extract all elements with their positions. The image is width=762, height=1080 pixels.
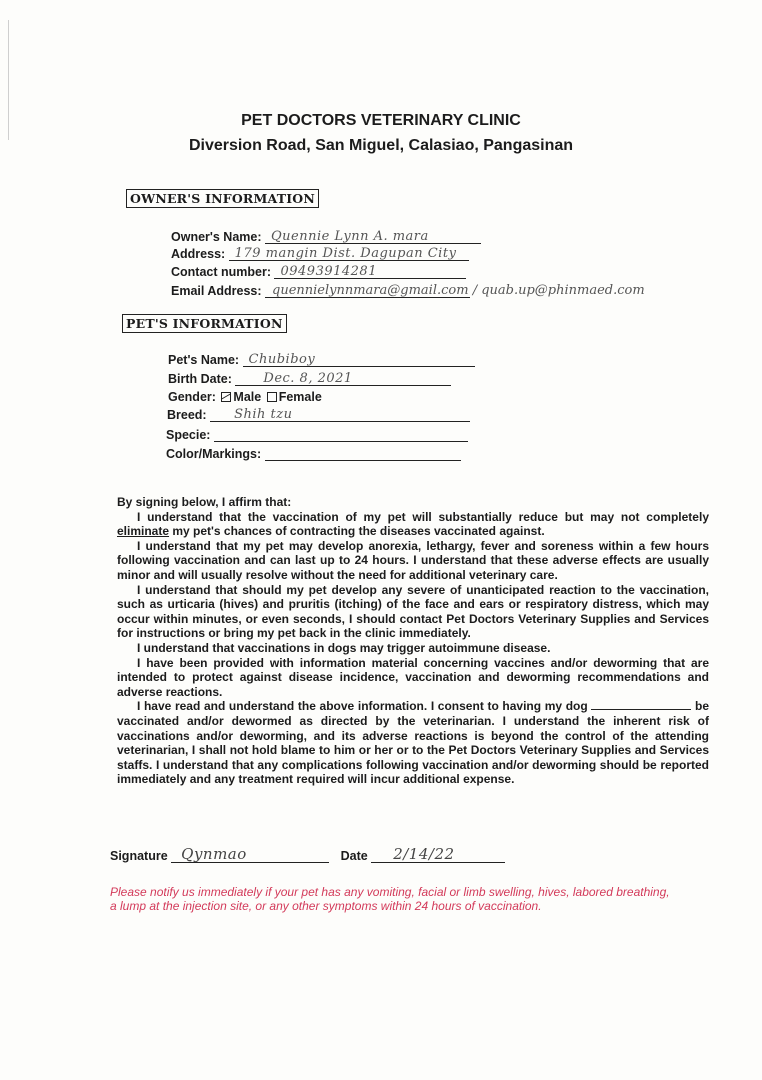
date-field[interactable] — [371, 845, 505, 863]
pet-birth-value: Dec. 8, 2021 — [263, 371, 353, 386]
pet-name-row — [168, 352, 475, 367]
pet-color-row — [166, 446, 461, 461]
pet-birth-row — [168, 371, 451, 386]
owner-section-title: OWNER'S INFORMATION — [126, 189, 319, 208]
pet-specie-label: Specie: — [166, 428, 211, 442]
consent-p1-part-a: I understand that the vaccination of my pet will substantially reduce but may not completely — [137, 509, 709, 524]
signature-label: Signature — [110, 849, 168, 863]
signature-value: Qynmao — [181, 845, 247, 863]
clinic-name: PET DOCTORS VETERINARY CLINIC — [241, 112, 521, 129]
owner-address-label: Address: — [171, 247, 226, 261]
owner-name-field[interactable] — [265, 229, 481, 244]
consent-paragraph-3: I understand that should my pet develop any severe of unanticipated reaction to the vaccination, such as urticaria (hives) and pruritis (itching) of the face and ears or respiratory distress, which may occur within minutes, or even seconds, I should contact Pet Doctors Veterinary Supplies and Services for instructions or bring my pet back in the clinic immediately. — [117, 582, 709, 641]
male-checkbox[interactable] — [221, 392, 231, 402]
post-vaccination-note: Please notify us immediately if your pet has any vomiting, facial or limb swelling, hives, labored breathing, a lump at the injection site, or any other symptoms within 24 hours of vaccination. — [110, 885, 670, 913]
consent-p1-underlined: eliminate — [117, 524, 170, 539]
owner-address-row — [171, 246, 469, 261]
pet-gender-row — [168, 390, 322, 404]
pet-birth-label: Birth Date: — [168, 372, 232, 386]
pet-birth-field[interactable] — [235, 371, 451, 386]
consent-paragraph-4: I understand that vaccinations in dogs may trigger autoimmune disease. — [137, 640, 551, 655]
owner-name-label: Owner's Name: — [171, 230, 262, 244]
signature-row — [110, 845, 505, 863]
pet-breed-row — [167, 407, 470, 422]
consent-p6-part-b: be vaccinated and/or dewormed as directed by the veterinarian. I understand the inherent risk of vaccinations and/or deworming, and its adverse reactions is beyond the control of the attending veterinarian, I shall not hold blame to him or her or to the Pet Doctors Veterinary Supplies and Services staffs. I understand that any complications following vaccination and/or deworming should be reported immediately and any treatment required will incur additional expense. — [117, 699, 709, 787]
consent-intro: By signing below, I affirm that: — [117, 495, 292, 509]
owner-address-field[interactable] — [229, 246, 469, 261]
pet-name-field[interactable] — [243, 352, 475, 367]
pet-breed-field[interactable] — [210, 407, 470, 422]
consent-paragraph-1 — [117, 510, 709, 539]
owner-email-value: quennielynnmara@gmail.com / quab.up@phinmaed.com — [272, 283, 645, 298]
pet-color-label: Color/Markings: — [166, 447, 262, 461]
owner-contact-field[interactable] — [274, 264, 466, 279]
owner-contact-row — [171, 264, 466, 279]
pet-name-value: Chubiboy — [248, 352, 316, 367]
owner-contact-label: Contact number: — [171, 265, 271, 279]
female-label: Female — [278, 390, 322, 404]
date-value: 2/14/22 — [393, 845, 455, 863]
dog-name-blank[interactable] — [591, 699, 691, 710]
pet-name-label: Pet's Name: — [168, 353, 240, 367]
pet-gender-label: Gender: — [168, 390, 216, 404]
signature-field[interactable] — [171, 845, 329, 863]
female-checkbox[interactable] — [267, 392, 277, 402]
pet-breed-label: Breed: — [167, 408, 207, 422]
pet-specie-row — [166, 427, 468, 442]
consent-paragraph-5: I have been provided with information material concerning vaccines and/or deworming that are intended to protect against disease incidence, vaccination and deworming recommendations and adverse reactions. — [117, 655, 709, 699]
pet-section-title: PET'S INFORMATION — [122, 314, 287, 333]
pet-breed-value: Shih tzu — [234, 407, 293, 422]
male-label: Male — [233, 390, 262, 404]
date-label: Date — [340, 849, 368, 863]
owner-email-label: Email Address: — [171, 284, 262, 298]
owner-address-value: 179 mangin Dist. Dagupan City — [234, 246, 457, 261]
pet-specie-field[interactable] — [214, 427, 468, 442]
owner-name-value: Quennie Lynn A. mara — [271, 229, 429, 244]
consent-paragraph-2: I understand that my pet may develop anorexia, lethargy, fever and soreness within a few hours following vaccination and can last up to 24 hours. I understand that these adverse effects are usually minor and will usually resolve without the need for additional veterinary care. — [117, 538, 709, 582]
owner-name-row — [171, 229, 481, 244]
clinic-address: Diversion Road, San Miguel, Calasiao, Pangasinan — [188, 137, 574, 154]
consent-paragraph-6 — [117, 699, 709, 787]
consent-p6-part-a: I have read and understand the above information. I consent to having my dog — [137, 699, 592, 714]
consent-text — [117, 495, 709, 787]
owner-contact-value: 09493914281 — [280, 264, 377, 279]
consent-p1-part-b: my pet's chances of contracting the diseases vaccinated against. — [169, 524, 545, 539]
pet-color-field[interactable] — [265, 446, 461, 461]
